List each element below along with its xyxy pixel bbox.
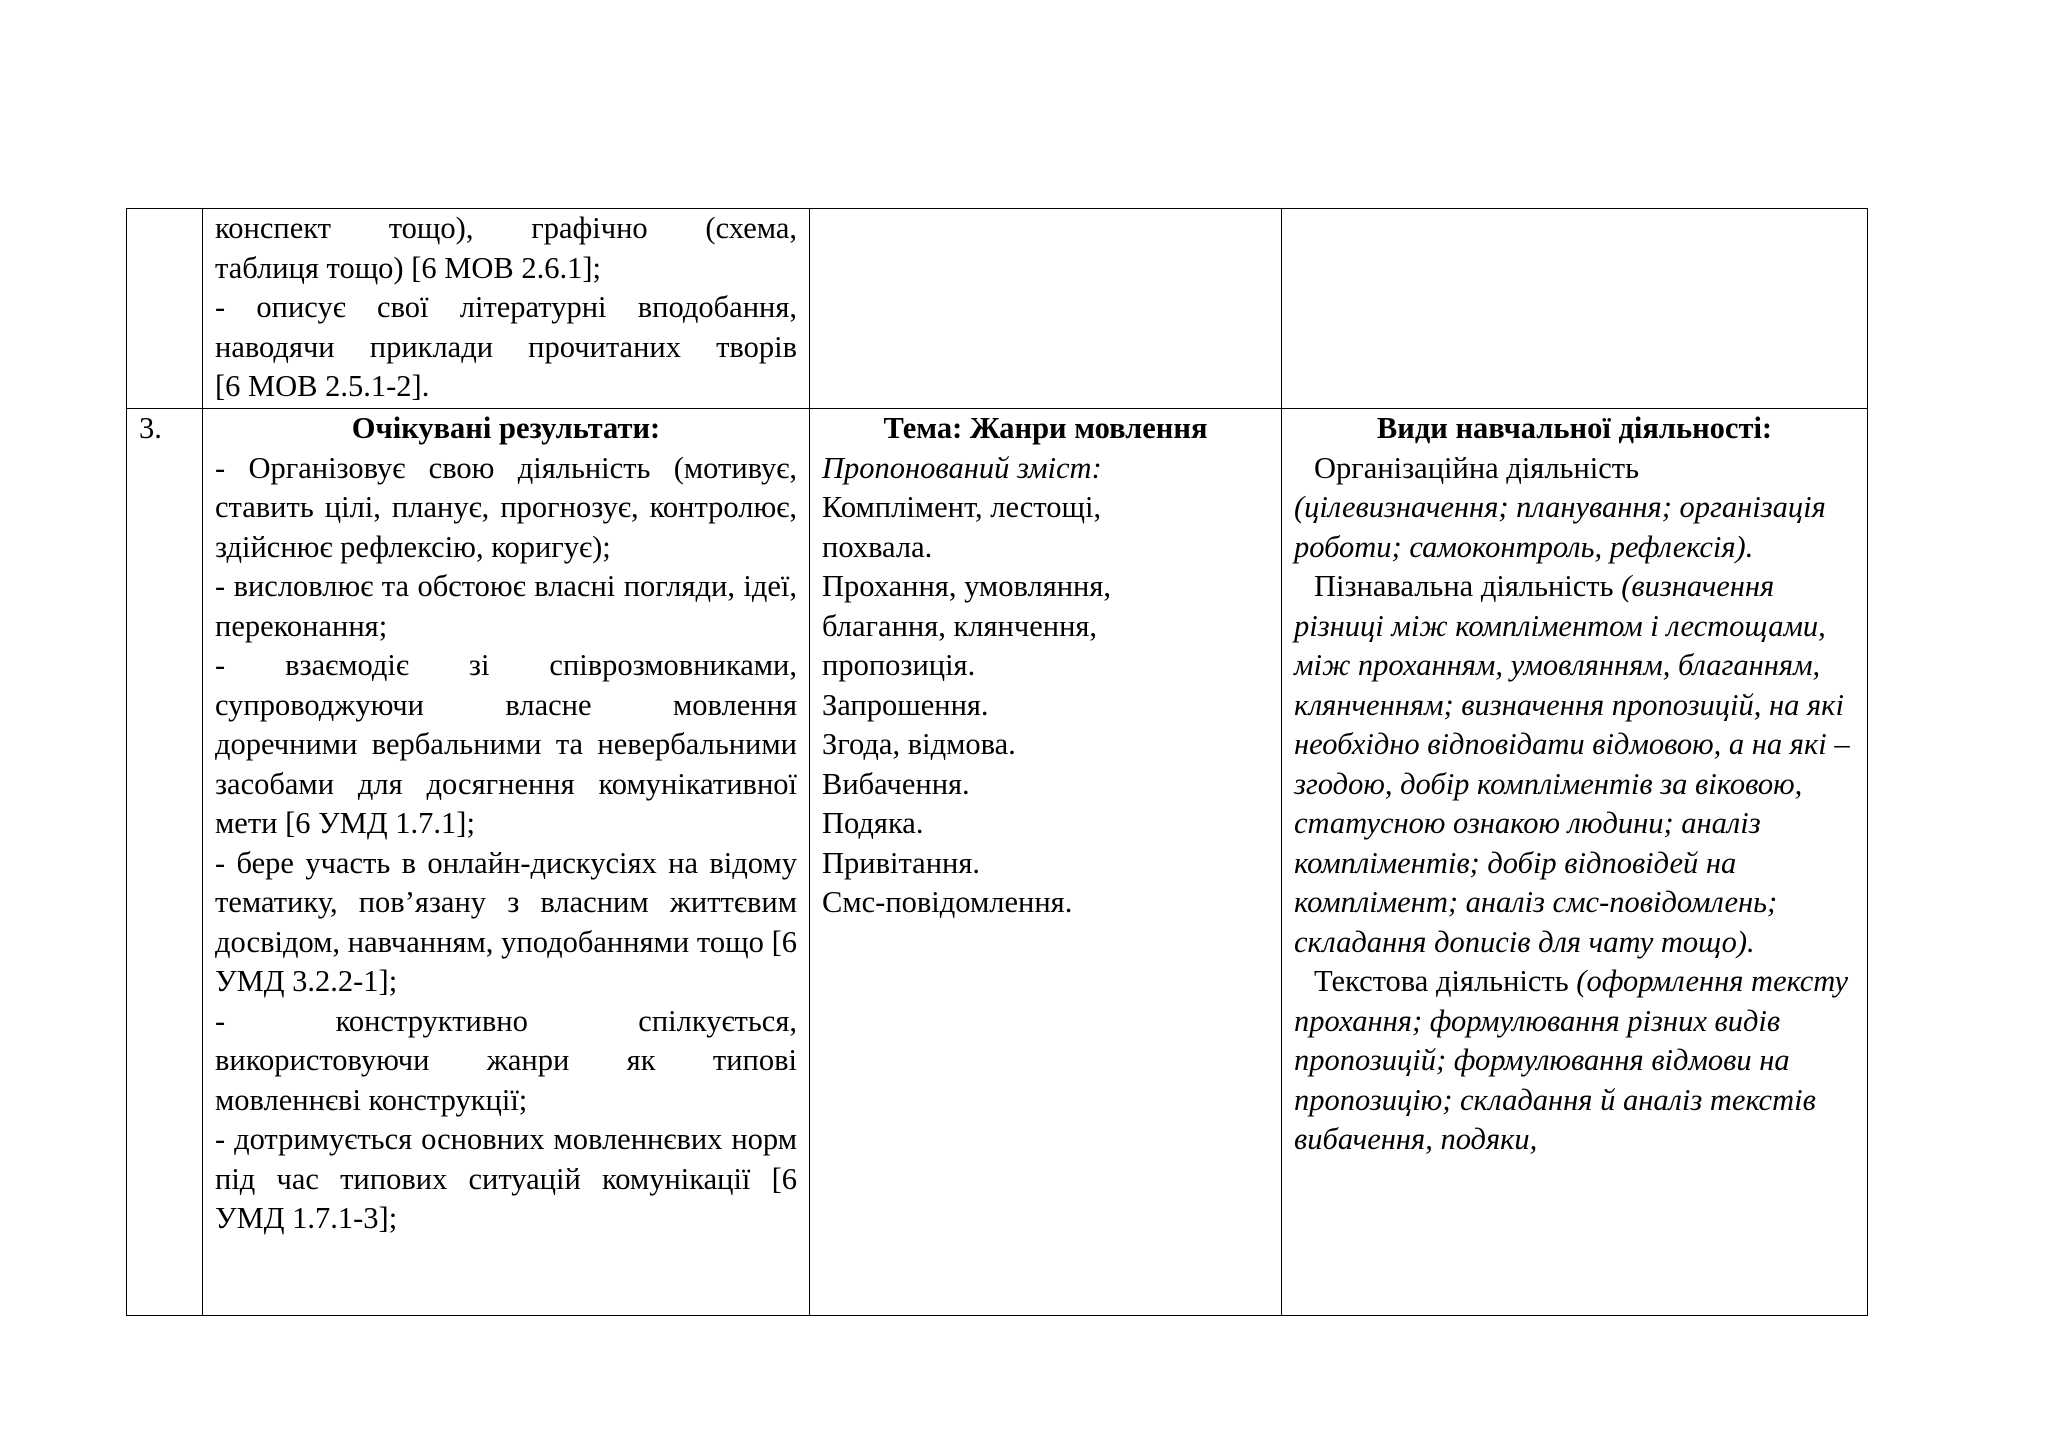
results-cell	[203, 209, 810, 409]
curriculum-table	[126, 208, 1868, 1316]
topic-line: благання, клянчення,	[822, 608, 1098, 643]
row-number-cell	[127, 209, 203, 409]
result-item: - бере участь в онлайн-дискусіях на відому тематику, пов’язану з власним життєвим досвідом, навчанням, уподобаннями тощо [6 УМД 3.2.2-1];	[215, 845, 797, 998]
activity-details: (оформлення тексту прохання; формулювання різних видів пропозицій; формулювання відмови на пропозицію; складання й аналіз текстів вибачення, подяки,	[1294, 964, 1849, 1156]
activities-cell	[1282, 409, 1868, 1316]
topic-line: Прохання, умовляння,	[822, 569, 1112, 603]
topic-line: Смс-повідомлення.	[822, 885, 1073, 919]
topic-line: Згода, відмова.	[822, 727, 1016, 761]
results-heading: Очікувані результати:	[351, 411, 661, 445]
topic-cell	[810, 409, 1282, 1316]
results-line: конспект тощо), графічно (схема,	[215, 211, 797, 245]
result-item: - дотримується основних мовленнєвих норм під час типових ситуацій комунікації [6 УМД 1.7.1-3];	[215, 1122, 797, 1235]
results-cell	[203, 409, 810, 1316]
table-row-3	[127, 409, 1868, 1316]
topic-line: Привітання.	[822, 845, 981, 880]
activity-block	[1294, 962, 1855, 1160]
activity-title: Організаційна діяльність	[1314, 450, 1640, 485]
topic-line: Вибачення.	[822, 766, 970, 801]
topic-heading: Тема: Жанри мовлення	[883, 411, 1208, 445]
result-item: - висловлює та обстоює власні погляди, ідеї, переконання;	[215, 569, 797, 643]
activities-cell	[1282, 209, 1868, 409]
results-line: [6 МОВ 2.5.1-2].	[215, 369, 430, 403]
activity-details: (визначення різниці між компліментом і лестощами, між проханням, умовлянням, благанням, клянченням; визначення пропозицій, на які необхідно відповідати відмовою, а на які – згодою, добір компліментів за віковою, статусною ознакою людини; аналіз компліментів; добір відповідей на комплімент; аналіз смс-повідомлень; складання дописів для чату тощо).	[1294, 569, 1850, 959]
activity-block	[1294, 449, 1855, 568]
results-line: - описує свої літературні вподобання,	[215, 290, 797, 324]
topic-cell	[810, 209, 1282, 409]
activities-heading: Види навчальної діяльності:	[1376, 411, 1773, 445]
topic-line: Запрошення.	[822, 687, 989, 722]
result-item: - взаємодіє зі співрозмовниками, супроводжуючи власне мовлення доречними вербальними та невербальними засобами для досягнення комунікативної мети [6 УМД 1.7.1];	[215, 648, 797, 840]
topic-subheading: Пропонований зміст:	[822, 450, 1102, 485]
row-number-cell: 3.	[127, 409, 203, 1316]
activity-block	[1294, 567, 1855, 962]
results-line: наводячи приклади прочитаних творів	[215, 329, 797, 364]
topic-line: Подяка.	[822, 806, 924, 840]
topic-line: Комплімент, лестощі,	[822, 490, 1102, 524]
results-line: таблиця тощо) [6 МОВ 2.6.1];	[215, 250, 601, 285]
result-item: - Організовує свою діяльність (мотивує, ставить цілі, планує, прогнозує, контролює, здійснює рефлексію, коригує);	[215, 450, 797, 564]
activity-title: Пізнавальна діяльність	[1314, 569, 1622, 603]
activity-details: (цілевизначення; планування; організація роботи; самоконтроль, рефлексія).	[1294, 490, 1826, 564]
result-item: - конструктивно спілкується, використовуючи жанри як типові мовленнєві конструкції;	[215, 1003, 797, 1117]
activity-title: Текстова діяльність	[1314, 964, 1577, 998]
topic-line: похвала.	[822, 529, 933, 564]
topic-line: пропозиція.	[822, 648, 976, 682]
table-row-continuation	[127, 209, 1868, 409]
